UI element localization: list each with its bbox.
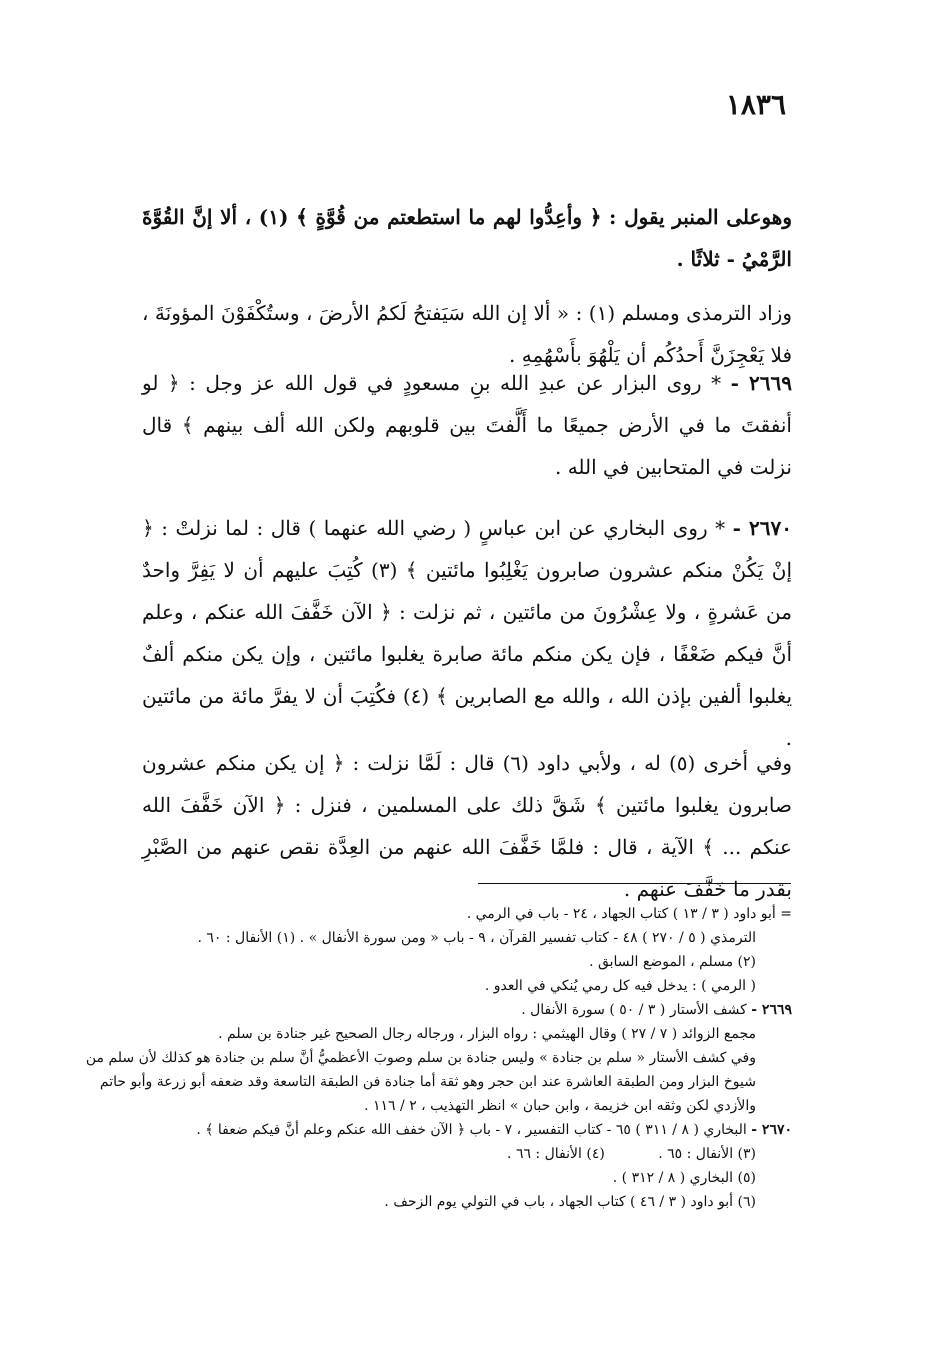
footnote: (٦) أبو داود ( ٣ / ٤٦ ) كتاب الجهاد ، باب في التولي يوم الزحف . — [384, 1194, 756, 1210]
footnote: (٢) مسلم ، الموضع السابق . — [589, 954, 756, 970]
footnote-separator — [478, 883, 791, 884]
footnote: كشف الأستار ( ٣ / ٥٠ ) سورة الأنفال . — [521, 1002, 747, 1018]
hadith-number: ٢٦٧٠ - — [732, 516, 792, 540]
other-narration — [142, 742, 792, 910]
footnote: (٣) الأنفال : ٦٥ . — [658, 1146, 756, 1162]
hadith-2669 — [142, 362, 792, 488]
footnote: وفي كشف الأستار « سلم بن جنادة » وليس جنادة بن سلم وصوبَ الأعظميُّ أنَّ سلم بن جنادة هو كذلك لأن سلم من شيوخ البزار ومن الطبقة العاشرة عند ابن حجر وهو ثقة أما جنادة فن الطبقة التاسعة وقد ضعفه أبو زرعة وأبو حاتم والأزدي لكن وثقه ابن خزيمة ، وابن حبان » انظر التهذيب ، ٢ / ١١٦ . — [85, 1050, 756, 1114]
other-narration-text: وفي أخرى (٥) له ، ولأبي داود (٦) قال : لَمَّا نزلت : ﴿ إن يكن منكم عشرون صابرون يغلبوا مائتين ﴾ شَقَّ ذلك على المسلمين ، فنزل : ﴿ الآن خَفَّفَ الله عنكم ... ﴾ الآية ، قال : فلمَّا خَفَّفَ الله عنهم من العِدَّة نقص عنهم من الصَّبْرِ بقدر ما خَفَّفَ عنهم . — [142, 751, 792, 901]
footnote-number: ٢٦٧٠ - — [751, 1122, 792, 1138]
hadith-2670 — [142, 507, 792, 759]
intro-line-2: وزاد الترمذى ومسلم (١) : « ألا إن الله سَيَفتحُ لَكمُ الأرضَ ، وستُكْفَوْنَ المؤونَةَ ، فلا يَعْجِزَنَّ أَحدُكُم أن يَلْهُوَ بأَسْهُمِهِ . — [142, 301, 792, 367]
footnote: = أبو داود ( ٣ / ١٣ ) كتاب الجهاد ، ٢٤ - باب في الرمي . — [466, 906, 792, 922]
footnote: ( الرمي ) : يدخل فيه كل رمي يُنكي في العدو . — [484, 978, 756, 994]
hadith-text: * روى البخاري عن ابن عباسٍ ( رضي الله عنهما ) قال : لما نزلتْ : ﴿ إنْ يَكُنْ منكم عشرون صابرون يَغْلِبُوا مائتين ﴾ (٣) كُتِبَ عليهم أن لا يَفِرَّ واحدٌ من عَشرةٍ ، ولا عِشْرُونَ من مائتين ، ثم نزلت : ﴿ الآن خَفَّفَ الله عنكم ، وعلم أنَّ فيكم ضَعْفًا ، فإن يكن منكم مائة صابرة يغلبوا مائتين ، وإن يكن منكم ألفٌ يغلبوا ألفين بإذن الله ، والله مع الصابرين ﴾ (٤) فكُتِبَ أن لا يفرَّ مائة من مائتين . — [142, 516, 793, 750]
footnote: (٤) الأنفال : ٦٦ . — [507, 1146, 605, 1162]
footnote: (٥) البخاري ( ٨ / ٣١٢ ) . — [612, 1170, 756, 1186]
intro-paragraph — [142, 196, 792, 376]
intro-line-1: وهوعلى المنبر يقول : ﴿ وأعِدُّوا لهم ما استطعتم من قُوَّةٍ ﴾ (١) ، ألا إنَّ القُوَّةَ الرَّمْيُ - ثلاثًا . — [142, 205, 792, 271]
footnote: البخاري ( ٨ / ٣١١ ) ٦٥ - كتاب التفسير ، ٧ - باب ﴿ الآن خفف الله عنكم وعلم أنَّ فيكم ضعفا ﴾ . — [196, 1122, 747, 1138]
footnotes — [72, 902, 792, 1214]
hadith-text: * روى البزار عن عبدِ الله بنِ مسعودٍ في قول الله عز وجل : ﴿ لو أنفقتَ ما في الأرض جميعًا ما أَلَّفتَ بين قلوبهم ولكن الله ألف بينهم ﴾ قال نزلت في المتحابين في الله . — [142, 371, 792, 479]
page-number: ١٨٣٦ — [725, 88, 786, 121]
hadith-number: ٢٦٦٩ - — [730, 371, 792, 395]
footnote-number: ٢٦٦٩ - — [751, 1002, 792, 1018]
footnote: الترمذي ( ٥ / ٢٧٠ ) ٤٨ - كتاب تفسير القرآن ، ٩ - باب « ومن سورة الأنفال » . (١) الأنفال : ٦٠ . — [197, 930, 756, 946]
footnote: مجمع الزوائد ( ٧ / ٢٧ ) وقال الهيثمي : رواه البزار ، ورجاله رجال الصحيح غير جنادة بن سلم . — [218, 1026, 756, 1042]
